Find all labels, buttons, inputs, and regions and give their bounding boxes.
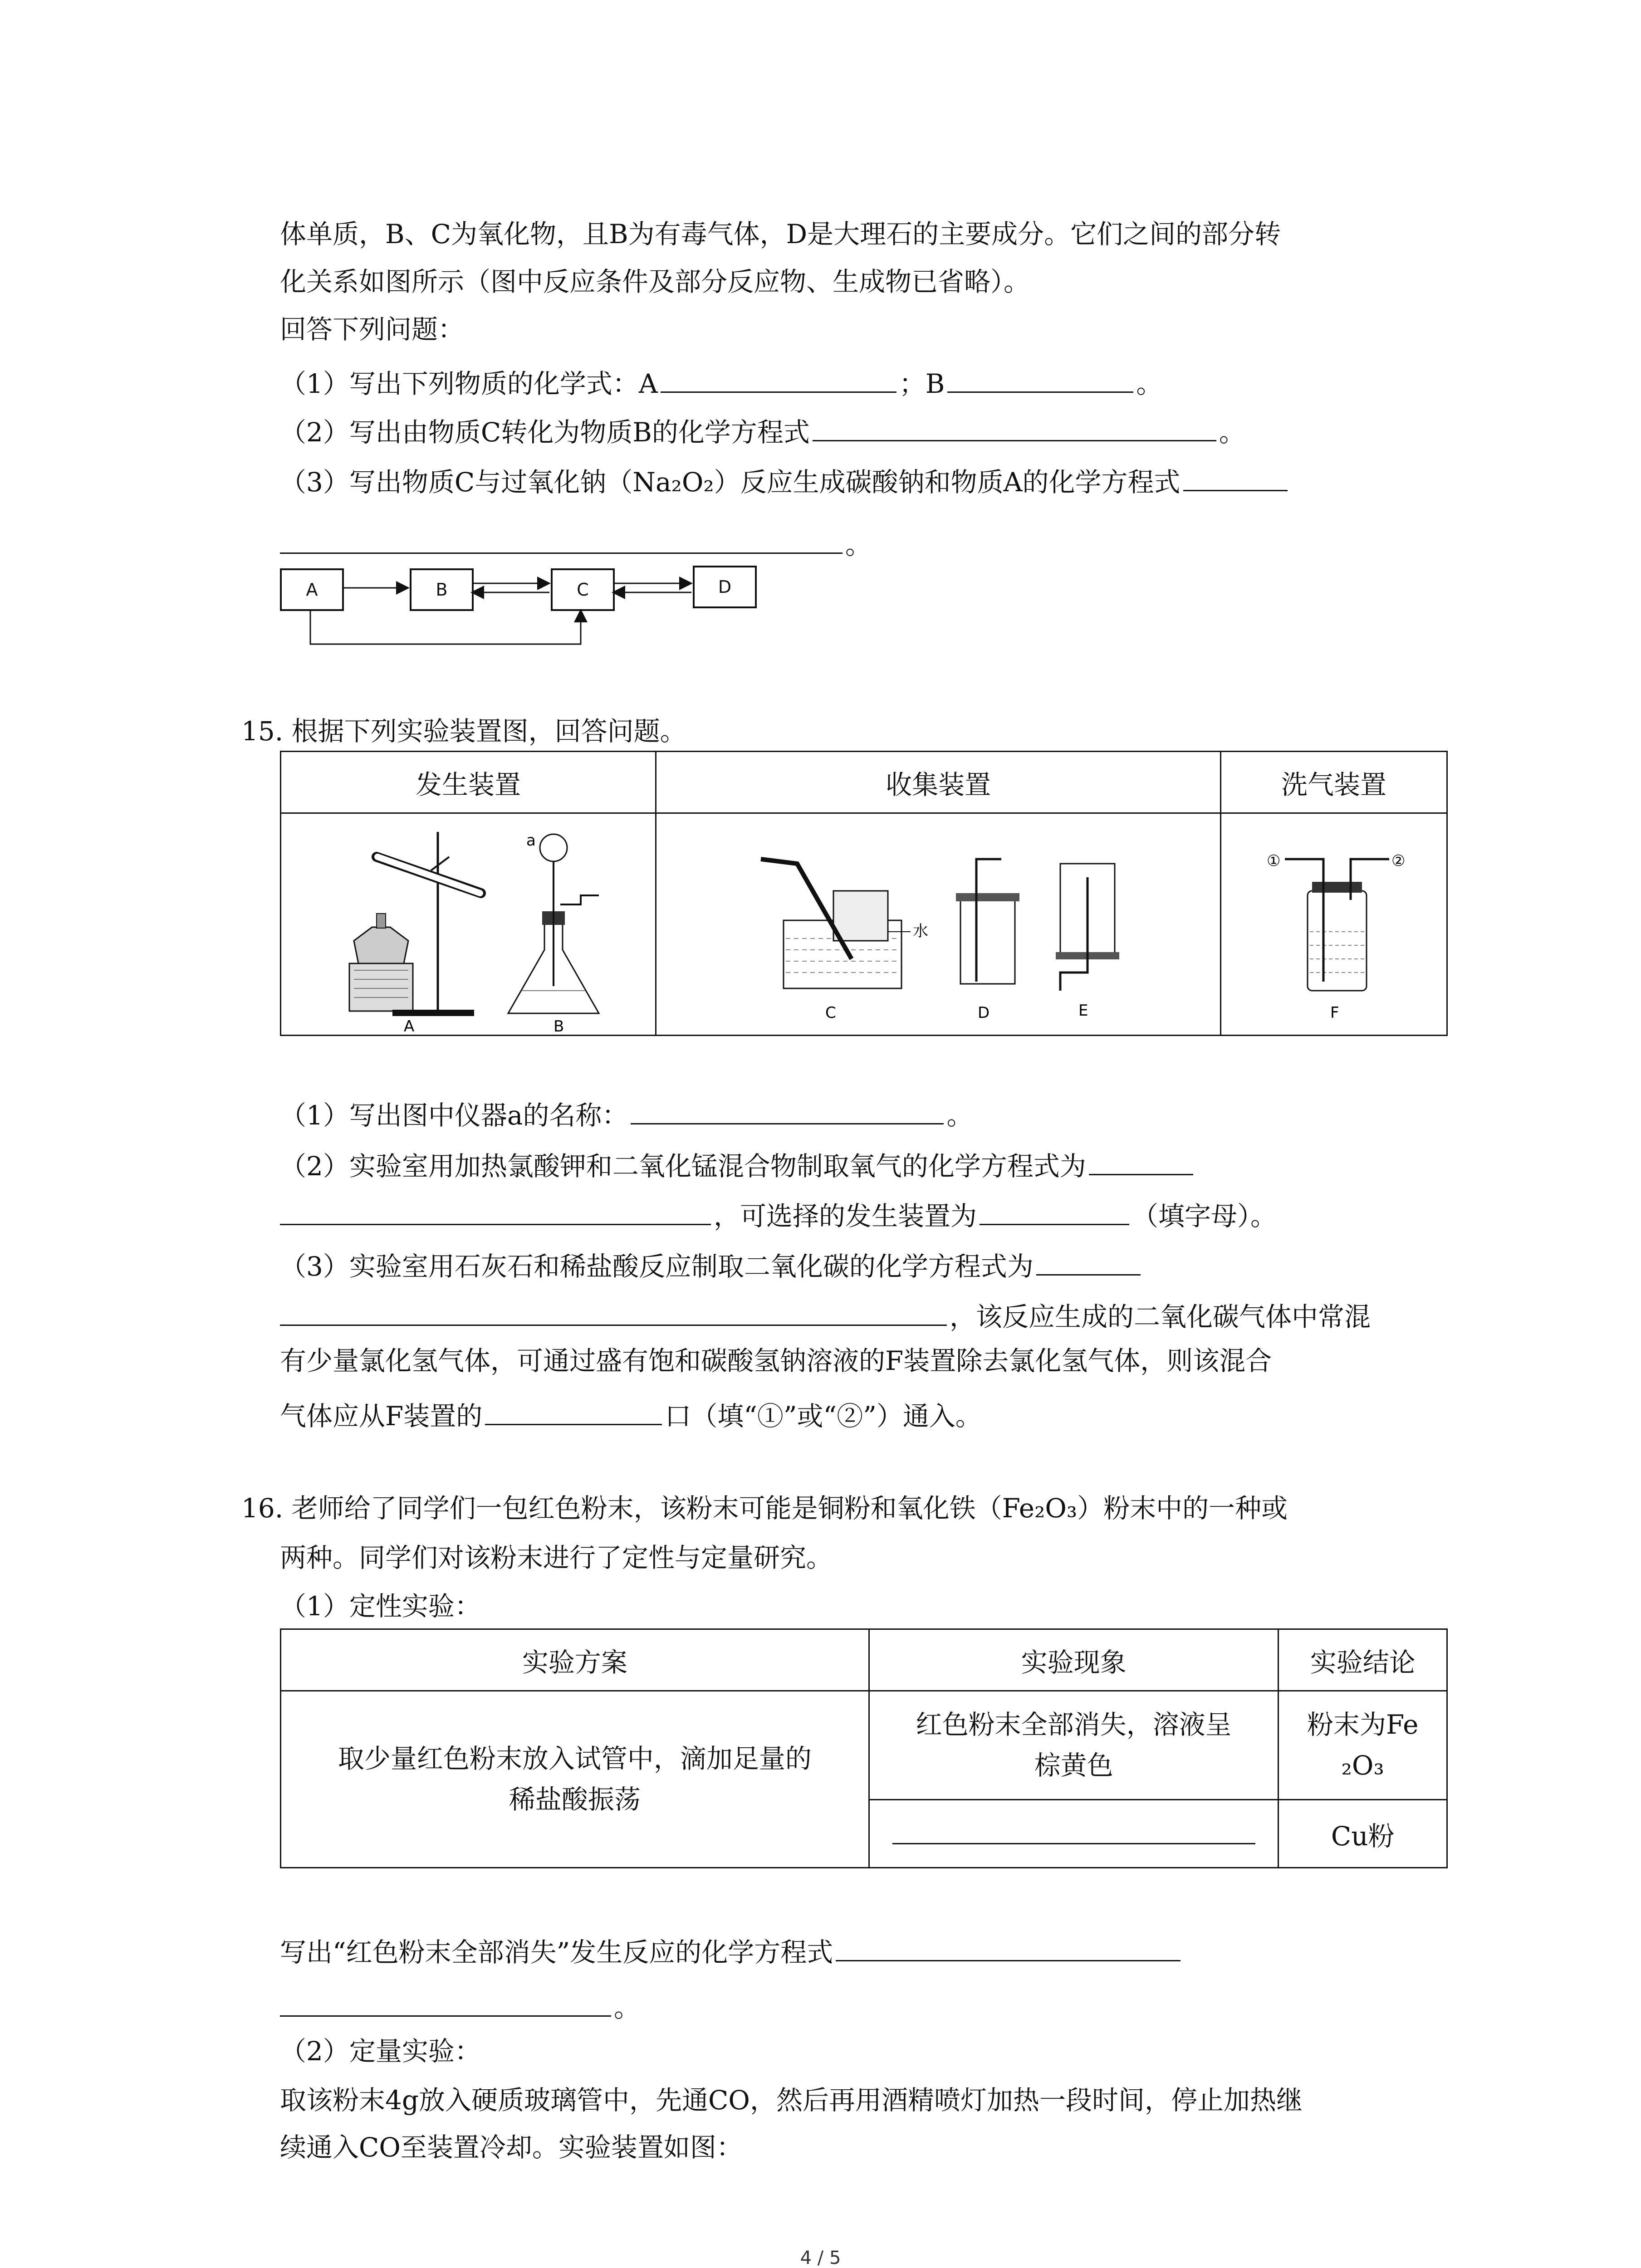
q15-part3-text: （3）实验室用石灰石和稀盐酸反应制取二氧化碳的化学方程式为 (280, 1251, 1034, 1282)
conclusion1-line1: 粉末为Fe (1307, 1709, 1419, 1740)
q14-part1-sep: ；B (899, 368, 945, 399)
q15-part2-line1 (280, 1148, 1196, 1182)
label-e-apparatus: E (1078, 1002, 1088, 1020)
q14-part2-text: （2）写出由物质C转化为物质B的化学方程式 (280, 417, 810, 448)
q14-part2-end: 。 (1219, 417, 1245, 448)
label-port2: ② (1391, 852, 1406, 870)
header-collection: 收集装置 (656, 752, 1221, 813)
phenomenon1-line1: 红色粉末全部消失，溶液呈 (916, 1709, 1232, 1740)
q15-part2-hint: （填字母）。 (1132, 1201, 1277, 1232)
q15-part3-line2 (280, 1298, 1371, 1330)
generation-apparatus-cell (281, 813, 656, 1036)
label-f-apparatus: F (1330, 1004, 1339, 1022)
answer-blank-co2-equation-1[interactable] (1036, 1248, 1141, 1276)
page-number: 4 / 5 (800, 2248, 841, 2268)
qualitative-experiment-table (280, 1628, 1448, 1868)
collection-apparatus-figure (656, 814, 1219, 1033)
label-a-instrument: a (526, 831, 536, 850)
header-phenomenon: 实验现象 (869, 1629, 1279, 1691)
plan-cell (281, 1691, 869, 1868)
q16-title-line1: 16. 老师给了同学们一包红色粉末，该粉末可能是铜粉和氧化铁（Fe₂O₃）粉末中的一种或 (241, 1493, 1288, 1524)
label-c-apparatus: C (825, 1004, 836, 1022)
bottle-f-stopper (1312, 882, 1362, 893)
q14-line3: 回答下列问题： (280, 314, 465, 345)
q15-part1-end: 。 (946, 1100, 973, 1131)
diagram-label-d: D (718, 577, 732, 597)
answer-blank-dissolve-equation-1[interactable] (836, 1934, 1181, 1961)
answer-blank-instrument-a[interactable] (631, 1097, 944, 1124)
q14-part1-end: 。 (1136, 368, 1163, 399)
q15-part2-apparatus-text: ，可选择的发生装置为 (714, 1201, 977, 1232)
q16-quant-line1: 取该粉末4g放入硬质玻璃管中，先通CO，然后再用酒精喷灯加热一段时间，停止加热继 (280, 2085, 1303, 2116)
q14-part1 (280, 365, 1162, 397)
phenomenon-cell-2 (869, 1800, 1279, 1868)
answer-blank-b[interactable] (947, 365, 1133, 393)
diagram-label-a: A (306, 580, 318, 600)
header-generation: 发生装置 (281, 752, 656, 813)
q16-section1: （1）定性实验： (280, 1591, 481, 1622)
header-washing: 洗气装置 (1221, 752, 1447, 813)
diagram-label-b: B (436, 580, 448, 600)
q16-equation-text: 写出“红色粉末全部消失”发生反应的化学方程式 (280, 1937, 833, 1968)
answer-blank-dissolve-equation-2[interactable] (280, 1989, 611, 2017)
washing-apparatus-cell (1221, 813, 1447, 1036)
iron-stand-base (392, 1010, 474, 1016)
q15-part3-text2: ，该反应生成的二氧化碳气体中常混 (950, 1301, 1371, 1332)
diagram-label-c: C (577, 580, 589, 600)
label-d-apparatus: D (978, 1004, 990, 1022)
answer-blank-c-na2o2-2[interactable] (280, 526, 843, 554)
header-plan: 实验方案 (281, 1629, 869, 1691)
label-port1: ① (1267, 852, 1281, 870)
header-conclusion: 实验结论 (1279, 1629, 1447, 1691)
q14-part3-end: 。 (845, 529, 872, 560)
answer-blank-c-na2o2-1[interactable] (1183, 464, 1288, 491)
label-water: 水 (913, 922, 929, 940)
q15-part2-text: （2）实验室用加热氯酸钾和二氧化锰混合物制取氧气的化学方程式为 (280, 1151, 1086, 1182)
answer-blank-c-to-b[interactable] (813, 414, 1216, 441)
delivery-tube-b (560, 895, 599, 904)
plan-line2: 稀盐酸振荡 (509, 1784, 641, 1815)
q15-part3-line3: 有少量氯化氢气体，可通过盛有饱和碳酸氢钠溶液的F装置除去氯化氢气体，则该混合 (280, 1345, 1272, 1376)
q14-line2: 化关系如图所示（图中反应条件及部分反应物、生成物已省略）。 (280, 266, 1030, 297)
bottle-d-lid (956, 893, 1019, 901)
gas-jar-c (833, 891, 888, 941)
answer-blank-o2-equation-2[interactable] (280, 1198, 711, 1225)
q14-part3 (280, 464, 1290, 498)
q16-quant-line2: 续通入CO至装置冷却。实验装置如图： (280, 2132, 743, 2163)
q15-part2-line2 (280, 1198, 1277, 1232)
q16-title-line2: 两种。同学们对该粉末进行了定性与定量研究。 (280, 1542, 833, 1573)
q15-part3-line4 (280, 1398, 982, 1432)
q16-equation-prompt (280, 1934, 1183, 1968)
answer-blank-o2-equation-1[interactable] (1089, 1148, 1193, 1175)
answer-blank-phenomenon[interactable] (892, 1817, 1255, 1844)
q16-equation-end: 。 (614, 1992, 641, 2023)
q15-part3-text4: 气体应从F装置的 (280, 1401, 483, 1432)
gas-bottle-d (960, 898, 1015, 984)
washing-apparatus-figure (1221, 814, 1445, 1033)
q15-part1 (280, 1097, 973, 1129)
q14-part1-text: （1）写出下列物质的化学式：A (280, 368, 658, 399)
q14-part3-text: （3）写出物质C与过氧化钠（Na₂O₂）反应生成碳酸钠和物质A的化学方程式 (280, 467, 1181, 498)
q15-part3-line1 (280, 1248, 1143, 1280)
answer-blank-inlet-port[interactable] (485, 1398, 662, 1425)
q15-part3-text5: 口（填“①”或“②”）通入。 (665, 1401, 982, 1432)
q14-line1: 体单质，B、C为氧化物，且B为有毒气体，D是大理石的主要成分。它们之间的部分转 (280, 219, 1281, 249)
phenomenon1-line2: 棕黄色 (1034, 1750, 1113, 1781)
plan-line1: 取少量红色粉末放入试管中，滴加足量的 (338, 1743, 812, 1774)
alcohol-lamp (354, 927, 408, 963)
conclusion-cell-1 (1279, 1691, 1447, 1800)
answer-blank-a[interactable] (661, 365, 896, 393)
conclusion1-line2: ₂O₃ (1341, 1750, 1384, 1781)
label-b-apparatus: B (554, 1017, 564, 1033)
q15-title: 15. 根据下列实验装置图，回答问题。 (241, 716, 686, 747)
arrow-a-to-c (310, 609, 581, 644)
collection-apparatus-cell (656, 813, 1221, 1036)
phenomenon-cell-1 (869, 1691, 1279, 1800)
conclusion-cell-2: Cu粉 (1279, 1800, 1447, 1868)
apparatus-table (280, 751, 1448, 1036)
label-a-apparatus: A (404, 1017, 415, 1033)
wash-bottle-f (1308, 891, 1367, 991)
q16-equation-cont (280, 1989, 640, 2021)
answer-blank-co2-equation-2[interactable] (280, 1298, 947, 1326)
separatory-funnel-bulb (540, 834, 567, 861)
q16-section2: （2）定量实验： (280, 2036, 481, 2067)
q14-part3-cont (280, 526, 872, 558)
q14-part2 (280, 414, 1245, 448)
diagram-arrows (272, 558, 771, 658)
generation-apparatus-figure (281, 814, 653, 1033)
answer-blank-o2-apparatus[interactable] (980, 1198, 1129, 1225)
q15-part1-text: （1）写出图中仪器a的名称： (280, 1100, 628, 1131)
